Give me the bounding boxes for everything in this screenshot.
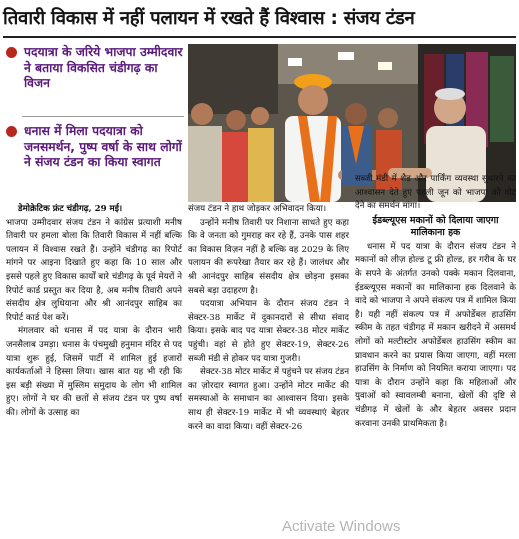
paragraph: सब्जी मंडी में शैड और पार्किंग व्यवस्था सुधारने का आश्वासन देते हुए पहली जून को भाजपा को वोट देने का समर्थन मांगा। <box>355 174 516 212</box>
paragraph: धनास में पद यात्रा के दौरान संजय टंडन ने मकानों को लीज़ होल्ड टू फ्री होल्ड, हर गरीब के घर के सपने के अंतर्गत उनको पक्के मकान दिलवाना, ईडब्ल्यूएस मकानों का मालिकाना हक दिलवाने के वादे को भाजपा ने अपने संकल्प पत्र में शामिल किया है। यही नहीं संकल्प पत्र में अफोर्डेबल हाउसिंग स्कीम के तहत चंडीगढ़ में मकान खरीदने में असमर्थ लोगों को मल्टीस्टोर अफोर्डेबल हाउसिंग स्कीम का प्रावधान करने का प्रयास किया जाएगा, वहीं मरला हाउसिंग के निर्माण को नियमित कराया जाएगा। पद यात्रा के दौरान उन्होंने कहा कि महिलाओं और युवाओं को स्वावलम्बी बनाना, खेलों की दृष्टि से चंडीगढ़ में खेलों के और बेहतर अवसर प्रदान करवाना उनकी प्राथमिकता है। <box>355 241 516 429</box>
subheadline-2: धनास में मिला पदयात्रा को जनसमर्थन, पुष्प वर्षा के साथ लोगों ने संजय टंडन का किया स्वागत <box>24 124 182 169</box>
paragraph: सेक्टर-38 मोटर मार्केट में पहुंचने पर संजय टंडन का ज़ोरदार स्वागत हुआ। उन्होंने मोटर मार्केट की समस्याओं के समाधान का आश्वासन दिया। इसके साथ ही सेक्टर-19 मार्केट में भी व्यवस्थाएं बेहतर करने का वादा किया। वहीं सेक्टर-26 <box>188 367 349 432</box>
bullet-icon <box>6 126 17 137</box>
article-column-2 <box>188 203 349 434</box>
headline-rule <box>3 36 516 38</box>
subhead-divider <box>22 116 184 117</box>
paragraph: पदयात्रा अभियान के दौरान संजय टंडन ने सेक्टर-38 मार्केट में दुकानदारों से सीधा संवाद किया। इसके बाद पद यात्रा सेक्टर-38 मोटर मार्केट पहुंची। वहां से होते हुए सेक्टर-19, सेक्टर-26 सब्जी मंडी से होकर पद यात्रा गुजरी। <box>188 299 349 364</box>
article-column-3 <box>355 173 516 431</box>
paragraph: उन्होंने मनीष तिवारी पर निशाना साधते हुए कहा कि वे जनता को गुमराह कर रहे हैं, उनके पास शहर का विकास विज़न नहीं है बल्कि वह 2029 के लिए पलायन की रूपरेखा तैयार कर रहे हैं। जालंधर और श्री आनंदपुर साहिब संसदीय क्षेत्र छोड़ना इसका सबसे बड़ा उदाहरण है। <box>188 217 349 296</box>
activation-watermark: Activate Windows <box>282 518 401 535</box>
paragraph: संजय टंडन ने हाथ जोड़कर अभिवादन किया। <box>188 204 327 214</box>
headline: तिवारी विकास में नहीं पलायन में रखते हैं विश्वास : संजय टंडन <box>3 8 415 29</box>
paragraph: भाजपा उम्मीदवार संजय टंडन ने कांग्रेस प्रत्याशी मनीष तिवारी पर हमला बोला कि तिवारी विकास में नहीं बल्कि पलायन में विश्वास रखते हैं। उन्होंने चंडीगढ़ का रिपोर्ट मांगने पर आइना दिखाते हुए कहा कि 10 साल और इससे पहले हुए विकास कार्यों बारे चंडीगढ़ के पूर्व मेयरों ने रिपोर्ट कार्ड प्रस्तुत कर दिया है, अब मनीष तिवारी अपने संसदीय क्षेत्र लुधियाना और श्री आनंदपुर साहिब का रिपोर्ट कार्ड पेश करें। <box>6 217 182 323</box>
paragraph: मंगलवार को धनास में पद यात्रा के दौरान भारी जनसैलाब उमड़ा। धनास के पंचमुखी हनुमान मंदिर से पद यात्रा शुरू हुई, जिसमें पार्टी में शामिल हुई हजारों कार्यकर्ताओं ने हिस्सा लिया। खास बात यह भी रही कि इस बड़ी संख्या में मुस्लिम समुदाय के लोग भी शामिल हुए। लोगों ने घर की छतों से संजय टंडन पर पुष्प वर्षा की। लोगों के उत्साह का <box>6 326 182 418</box>
subheadline-1: पदयात्रा के जरिये भाजपा उम्मीदवार ने बताया विकसित चंडीगढ़ का विजन <box>24 45 183 90</box>
dateline: डेमोक्रेटिक फ्रंट चंडीगढ़, 29 मई। <box>18 204 123 214</box>
section-heading: ईडब्ल्यूएस मकानों को दिलाया जाएगा मालिकाना हक <box>372 214 499 239</box>
article-column-1 <box>6 203 182 421</box>
bullet-icon <box>6 47 17 58</box>
